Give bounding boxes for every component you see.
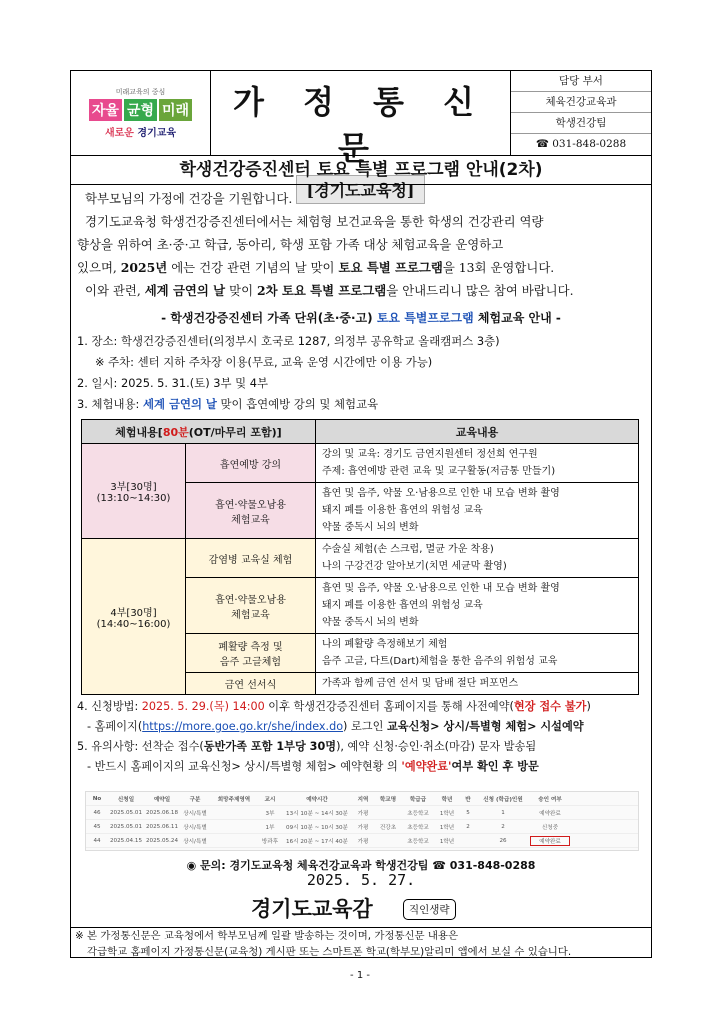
apply-homepage: - 홈페이지(https://more.goe.go.kr/she/index.do) 로그인 교육신청> 상시/특별형 체험> 시설예약 — [87, 720, 584, 733]
program-content: 수술실 체험(손 스크럽, 멸균 가운 착용) 나의 구강건강 알아보기(치면 세균막 촬영) — [316, 539, 639, 578]
screenshot-cell: 구분 — [189, 796, 201, 803]
homepage-link[interactable]: https://more.goe.go.kr/she/index.do — [142, 720, 344, 733]
item-date: 2. 일시: 2025. 5. 31.(토) 3부 및 4부 — [77, 376, 269, 390]
session-4: 4부[30명] (14:40~16:00) — [82, 539, 186, 695]
logo-word: 균형 — [124, 99, 157, 121]
program-content: 흡연 및 음주, 약물 오·남용으로 인한 내 모습 변화 촬영 돼지 폐를 이용한 흡연의 위험성 교육 약물 중독시 뇌의 변화 — [316, 483, 639, 539]
screenshot-cell: 26 — [499, 837, 507, 844]
program-name: 흡연·약물오남용 체험교육 — [186, 483, 316, 539]
notice-page — [70, 70, 652, 958]
notice-title: 학생건강증진센터 토요 특별 프로그램 안내(2차) — [71, 155, 651, 185]
footer-line: 각급학교 홈페이지 가정통신문(교육청) 게시판 또는 스마트폰 학교(학부모)알리미 앱에서 보실 수 있습니다. — [87, 946, 572, 958]
screenshot-cell: 반 — [465, 796, 471, 803]
apply-check: - 반드시 홈페이지의 교육신청> 상시/특별형 체험> 예약현황 의 '예약완료'여부 확인 후 방문 — [87, 760, 539, 773]
screenshot-cell: 승인 여부 — [538, 796, 562, 803]
screenshot-cell: 1학년 — [439, 838, 455, 845]
screenshot-cell: 46 — [93, 809, 101, 816]
screenshot-cell: 초등학교 — [407, 810, 429, 817]
page-number: - 1 - — [350, 970, 370, 981]
section-heading: - 학생건강증진센터 가족 단위(초·중·고) 토요 특별프로그램 체험교육 안내 - — [161, 311, 561, 325]
screenshot-cell: 16시 20분 ~ 17시 40분 — [286, 838, 348, 845]
table-header-program: 체험내용[80분(OT/마무리 포함)] — [82, 420, 316, 444]
footer-note — [71, 927, 651, 959]
intro-line: 향상을 위하여 초·중·고 학급, 동아리, 학생 포함 가족 대상 체험교육을 운영하고 — [77, 237, 504, 252]
screenshot-cell: 1 — [501, 809, 505, 816]
program-content: 가족과 함께 금연 선서 및 담배 절단 퍼포먼스 — [316, 673, 639, 695]
screenshot-cell: 예약시간 — [306, 796, 328, 803]
dept-label: 담당 부서 — [511, 71, 651, 92]
intro-line: 있으며, 2025년 에는 건강 관련 기념의 날 맞이 토요 특별 프로그램을 13회 운영합니다. — [77, 260, 555, 275]
screenshot-cell: 예약완료 — [539, 810, 561, 817]
screenshot-cell: 지역 — [357, 796, 369, 803]
screenshot-cell: 학급급 — [409, 796, 427, 803]
seal-omitted: 직인생략 — [403, 899, 456, 920]
screenshot-cell: 희망주제영역 — [217, 796, 251, 803]
program-name: 흡연예방 강의 — [186, 444, 316, 483]
program-name: 감염병 교육실 체험 — [186, 539, 316, 578]
screenshot-cell: 예약완료 — [530, 836, 570, 846]
item-content: 3. 체험내용: 세계 금연의 날 맞이 흡연예방 강의 및 체험교육 — [77, 397, 379, 411]
screenshot-cell: 상시/특별 — [183, 810, 207, 817]
screenshot-cell: 예약일 — [153, 796, 171, 803]
screenshot-cell: 45 — [93, 823, 101, 830]
intro — [77, 187, 647, 302]
signer: 경기도교육감 — [251, 897, 373, 921]
screenshot-cell: 교시 — [264, 796, 276, 803]
doc-subtitle: [경기도교육청] — [296, 175, 426, 204]
program-name: 금연 선서식 — [186, 673, 316, 695]
screenshot-cell: 초등학교 — [407, 838, 429, 845]
team-name: 학생건강팀 — [511, 113, 651, 134]
logo-sub-word: 경기교육 — [137, 128, 177, 139]
session-3: 3부[30명] (13:10~14:30) — [82, 444, 186, 539]
greeting: 학부모님의 가정에 건강을 기원합니다. — [85, 191, 293, 206]
intro-line: 경기도교육청 학생건강증진센터에서는 체험형 보건교육을 통한 학생의 건강관리 역량 — [85, 214, 544, 229]
apply-method: 4. 신청방법: 2025. 5. 29.(목) 14:00 이후 학생건강증진센터 홈페이지를 통해 사전예약(현장 접수 불가) — [77, 700, 591, 713]
program-content: 흡연 및 음주, 약물 오·남용으로 인한 내 모습 변화 촬영 돼지 폐를 이용한 흡연의 위험성 교육 약물 중독시 뇌의 변화 — [316, 578, 639, 634]
screenshot-cell: No — [92, 795, 102, 802]
screenshot-cell: 2025.04.15 — [109, 837, 143, 844]
screenshot-cell: 1학년 — [439, 810, 455, 817]
program-table — [81, 419, 639, 695]
issue-date: 2025. 5. 27. — [306, 871, 416, 889]
screenshot-cell: 2025.05.24 — [145, 837, 179, 844]
dept-info — [511, 71, 651, 155]
program-content: 나의 폐활량 측정해보기 체험 음주 고글, 다트(Dart)체험을 통한 음주의 위험성 교육 — [316, 634, 639, 673]
screenshot-cell: 상시/특별 — [183, 824, 207, 831]
dept-phone: ☎ 031-848-0288 — [535, 138, 627, 150]
apply-info — [77, 697, 651, 777]
program-content: 강의 및 교육: 경기도 금연지원센터 정선희 연구원 주제: 흡연예방 관련 교육 및 교구활동(저금통 만들기) — [316, 444, 639, 483]
screenshot-cell: 초등학교 — [407, 824, 429, 831]
screenshot-row — [86, 806, 638, 820]
info-items — [77, 331, 647, 415]
screenshot-row — [86, 820, 638, 834]
screenshot-cell: 가평 — [357, 824, 369, 831]
screenshot-cell: 학년 — [441, 796, 453, 803]
table-header-content: 교육내용 — [316, 420, 639, 444]
screenshot-cell: 1부 — [265, 824, 275, 831]
screenshot-header — [86, 792, 638, 806]
screenshot-cell: 2025.06.18 — [145, 809, 179, 816]
screenshot-cell: 가평 — [357, 838, 369, 845]
screenshot-cell: 건강초 — [379, 824, 397, 831]
apply-notes: 5. 유의사항: 선착순 접수(동반가족 포함 1부당 30명), 예약 신청·승인·취소(마감) 문자 발송됨 — [77, 740, 537, 753]
intro-line: 이와 관련, 세계 금연의 날 맞이 2차 토요 특별 프로그램을 안내드리니 많은 참여 바랍니다. — [85, 283, 574, 298]
screenshot-cell: 3부 — [265, 810, 275, 817]
screenshot-cell: 1학년 — [439, 824, 455, 831]
screenshot-row-last — [86, 834, 638, 848]
screenshot-cell: 학교명 — [379, 796, 397, 803]
screenshot-cell: 신청중 — [541, 824, 559, 831]
item-parking: ※ 주차: 센터 지하 주차장 이용(무료, 교육 운영 시간에만 이용 가능) — [95, 355, 433, 369]
footer-line: ※ 본 가정통신문은 교육청에서 학부모님께 일괄 발송하는 것이며, 가정통신문 내용은 — [75, 930, 459, 942]
screenshot-cell: 2025.06.11 — [145, 823, 179, 830]
dept-name: 체육건강교육과 — [511, 92, 651, 113]
item-location: 1. 장소: 학생건강증진센터(의정부시 호국로 1287, 의정부 공유학교 올래캠퍼스 3층) — [77, 334, 500, 348]
screenshot-cell: 44 — [93, 837, 101, 844]
logo — [71, 71, 211, 155]
program-name: 폐활량 측정 및 음주 고글체험 — [186, 634, 316, 673]
screenshot-cell: 2025.05.01 — [109, 809, 143, 816]
logo-word: 자율 — [89, 99, 122, 121]
screenshot-cell: 가평 — [357, 810, 369, 817]
doc-title: 가 정 통 신 문 — [232, 83, 489, 167]
contact-info: ◉ 문의: 경기도교육청 체육건강교육과 학생건강팀 ☎ 031-848-0288 — [186, 859, 536, 872]
screenshot-cell: 2 — [501, 823, 505, 830]
screenshot-cell: 상시/특별 — [183, 838, 207, 845]
screenshot-cell: 2 — [466, 823, 470, 830]
program-name: 흡연·약물오남용 체험교육 — [186, 578, 316, 634]
screenshot-cell: 2025.05.01 — [109, 823, 143, 830]
screenshot-cell: 신청일 — [117, 796, 135, 803]
screenshot-cell: 5 — [466, 809, 470, 816]
screenshot-cell: 방과후 — [261, 838, 279, 845]
logo-word: 미래 — [159, 99, 192, 121]
screenshot-cell: 13시 10분 ~ 14시 30분 — [286, 810, 348, 817]
logo-slogan: 미래교육의 중심 — [115, 88, 166, 96]
logo-sub-word: 새로운 — [104, 128, 134, 139]
reservation-screenshot — [85, 791, 639, 851]
screenshot-cell: 09시 10분 ~ 10시 30분 — [286, 824, 348, 831]
screenshot-cell: 신청 (학급)인원 — [483, 796, 523, 803]
